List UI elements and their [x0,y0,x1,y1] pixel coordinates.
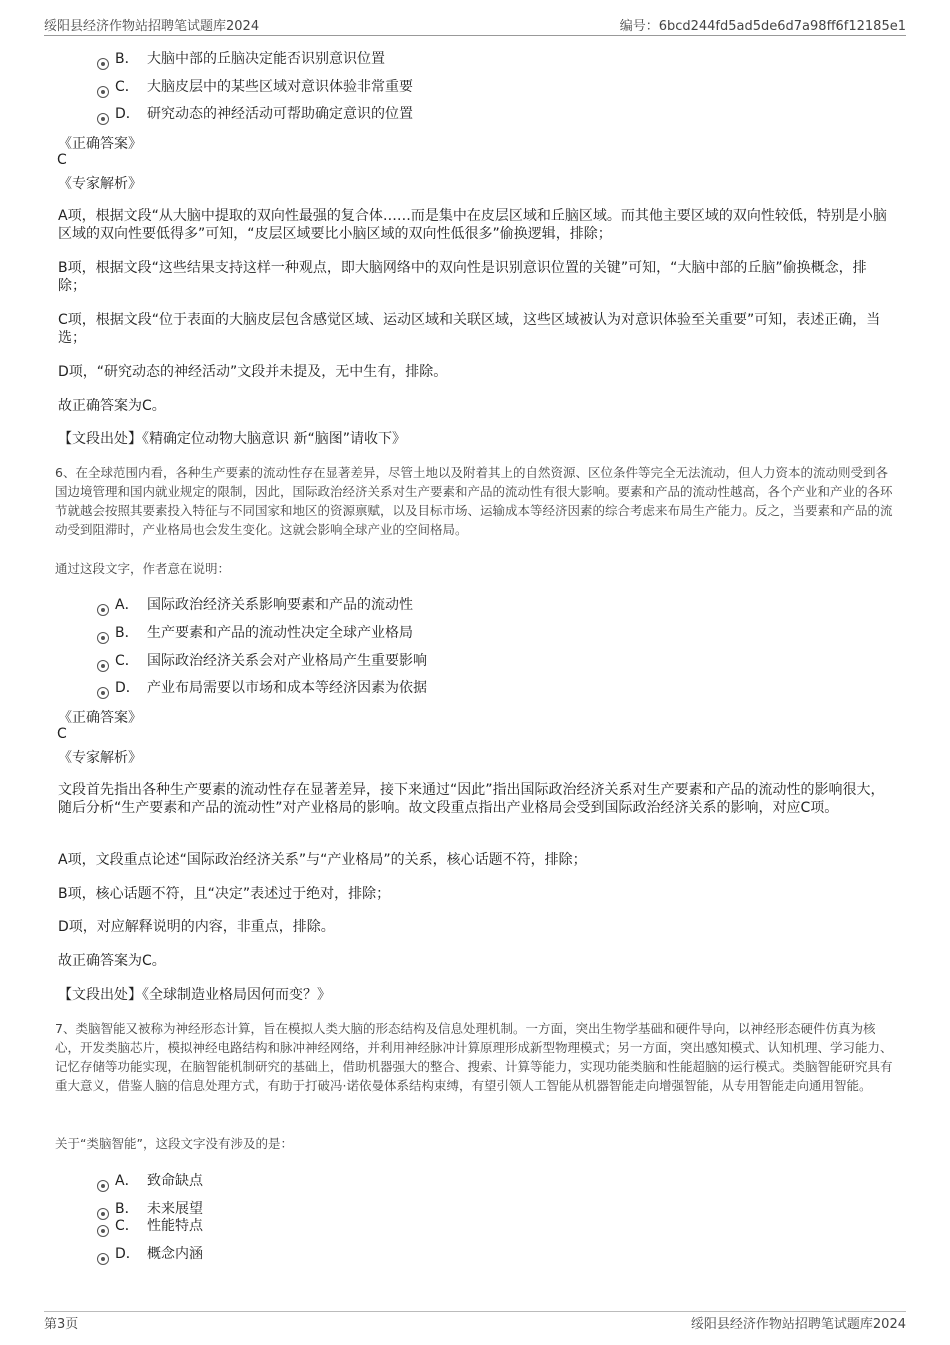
page-number: 第3页 [44,1317,79,1332]
q6-analysis-a: A项，文段重点论述“国际政治经济关系”与“产业格局”的关系，核心话题不符，排除； [58,852,587,868]
q6-conclusion: 故正确答案为C。 [58,953,166,969]
q6-analysis-d: D项，对应解释说明的内容，非重点，排除。 [58,919,335,935]
q5-answer-label: 《正确答案》 [58,136,142,152]
radio-icon[interactable] [97,660,109,672]
q5-analysis-d: D项，“研究动态的神经活动”文段并未提及，无中生有，排除。 [58,364,448,380]
q5-source: 【文段出处】《精确定位动物大脑意识 新“脑图”请收下》 [58,431,406,447]
q7-prompt: 关于“类脑智能”，这段文字没有涉及的是： [55,1136,293,1151]
q7-option-c[interactable] [97,1215,203,1235]
radio-icon[interactable] [97,86,109,98]
option-text: 国际政治经济关系影响要素和产品的流动性 [147,597,413,613]
option-letter: C． [115,1218,139,1234]
footer-title: 绥阳县经济作物站招聘笔试题库2024 [690,1317,906,1332]
radio-icon[interactable] [97,1225,109,1237]
q5-answer: C [57,152,67,168]
radio-icon[interactable] [97,687,109,699]
q6-source: 【文段出处】《全球制造业格局因何而变？》 [58,987,331,1003]
option-letter: B． [115,625,139,641]
option-letter: D． [115,1246,140,1262]
q6-question-text: 6、在全球范围内看，各种生产要素的流动性存在显著差异，尽管土地以及附着其上的自然资源、区位条件等完全无法流动，但人力资本的流动则受到各国边境管理和国内就业规定的限制，因此，国际政治经济关系对生产要素和产品的流动性有很大影响。要素和产品的流动性越高，各个产业和产业的各环节就越会按照其要素投入特征与不同国家和地区的资源禀赋，以及目标市场、运输成本等经济因素的综合考虑来布局生产能力。反之，当要素和产品的流动受到阻滞时，产业格局也会发生变化。这就会影响全球产业的空间格局。 [55,465,893,537]
radio-icon[interactable] [97,604,109,616]
q7-option-a[interactable] [97,1170,203,1190]
q7-question-text: 7、类脑智能又被称为神经形态计算，旨在模拟人类大脑的形态结构及信息处理机制。一方面，突出生物学基础和硬件导向，以神经形态硬件仿真为核心，开发类脑芯片，模拟神经电路结构和脉冲神经网络，并利用神经脉冲计算原理形成新型物理模式；另一方面，突出感知模式、认知机理、学习能力、记忆存储等功能实现，在脑智能机制研究的基础上，借助机器强大的整合、搜索、计算等能力，实现功能类脑和性能超脑的运行模式。类脑智能研究具有重大意义，借鉴人脑的信息处理方式，有助于打破冯·诺依曼体系结构束缚，有望引领人工智能从机器智能走向增强智能，从专用智能走向通用智能。 [55,1021,893,1093]
q5-analysis-b: B项，根据文段“这些结果支持这样一种观点，即大脑网络中的双向性是识别意识位置的关键”可知，“大脑中部的丘脑”偷换概念，排除； [58,260,867,294]
option-letter: D． [115,680,140,696]
option-text: 未来展望 [147,1201,203,1217]
q5-analysis-c: C项，根据文段“位于表面的大脑皮层包含感觉区域、运动区域和关联区域，这些区域被认为对意识体验至关重要”可知，表述正确，当选； [58,312,881,346]
option-letter: A． [115,1173,139,1189]
q5-analysis-label: 《专家解析》 [58,176,142,192]
option-letter: B． [115,1201,139,1217]
option-text: 国际政治经济关系会对产业格局产生重要影响 [147,653,427,669]
q5-option-b[interactable] [97,48,385,68]
q6-option-a[interactable] [97,594,413,614]
q6-analysis-b: B项，核心话题不符，且“决定”表述过于绝对，排除； [58,886,391,902]
q7-option-d[interactable] [97,1243,203,1263]
q5-analysis-a: A项，根据文段“从大脑中提取的双向性最强的复合体……而是集中在皮层区域和丘脑区域。而其他主要区域的双向性较低，特别是小脑区域的双向性要低得多”可知，“皮层区域要比小脑区域的双向性低很多”偷换逻辑，排除； [58,208,887,242]
q6-option-b[interactable] [97,622,413,642]
header-title: 绥阳县经济作物站招聘笔试题库2024 [44,19,260,34]
q6-analysis-label: 《专家解析》 [58,750,142,766]
option-text: 致命缺点 [147,1173,203,1189]
option-letter: C． [115,79,139,95]
option-letter: D． [115,106,140,122]
q5-option-c[interactable] [97,76,413,96]
q6-prompt: 通过这段文字，作者意在说明： [55,561,231,576]
document-id: 编号：6bcd244fd5ad5de6d7a98ff6f12185e1 [619,19,906,34]
radio-icon[interactable] [97,1180,109,1192]
option-text: 大脑中部的丘脑决定能否识别意识位置 [147,51,385,67]
radio-icon[interactable] [97,113,109,125]
q5-option-d[interactable] [97,103,413,123]
q6-answer: C [57,726,67,742]
radio-icon[interactable] [97,632,109,644]
option-text: 大脑皮层中的某些区域对意识体验非常重要 [147,79,413,95]
radio-icon[interactable] [97,1253,109,1265]
option-text: 性能特点 [147,1218,203,1234]
q6-option-d[interactable] [97,677,427,697]
q5-conclusion: 故正确答案为C。 [58,398,166,414]
q6-analysis-main: 文段首先指出各种生产要素的流动性存在显著差异，接下来通过“因此”指出国际政治经济关系对生产要素和产品的流动性的影响很大，随后分析“生产要素和产品的流动性”对产业格局的影响。故文段重点指出产业格局会受到国际政治经济关系的影响，对应C项。 [58,782,885,816]
radio-icon[interactable] [97,58,109,70]
option-letter: A． [115,597,139,613]
option-text: 产业布局需要以市场和成本等经济因素为依据 [147,680,427,696]
option-text: 研究动态的神经活动可帮助确定意识的位置 [147,106,413,122]
option-letter: C． [115,653,139,669]
q6-answer-label: 《正确答案》 [58,710,142,726]
footer-divider [44,1311,906,1312]
header-divider [44,35,906,36]
option-letter: B． [115,51,139,67]
option-text: 生产要素和产品的流动性决定全球产业格局 [147,625,413,641]
q6-option-c[interactable] [97,650,427,670]
option-text: 概念内涵 [147,1246,203,1262]
